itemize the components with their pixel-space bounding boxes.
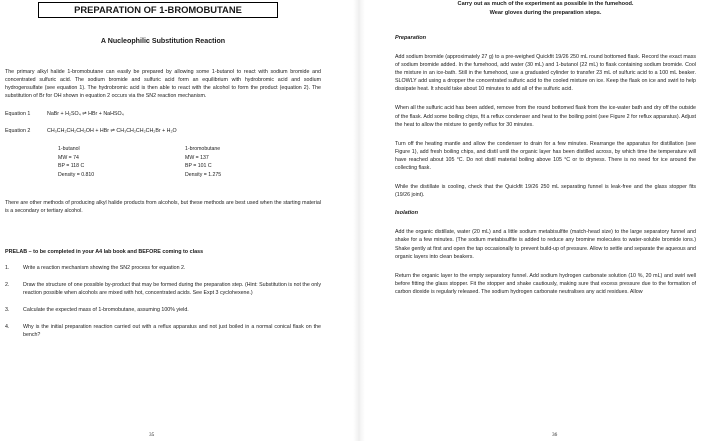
product-bp: BP = 101 C	[185, 163, 212, 170]
product-properties	[185, 145, 312, 179]
question-number: 4.	[5, 323, 10, 330]
equation-2	[5, 127, 321, 135]
question-text: Why is the initial preparation reaction carried out with a reflux apparatus and not just boiled in a normal conical flask on the bench?	[23, 323, 321, 339]
equation-1-label: Equation 1	[5, 111, 31, 118]
equation-1-text: NaBr + H₂SO₄ ⇌ HBr + NaHSO₄	[47, 111, 124, 118]
product-density: Density = 1.275	[185, 171, 222, 178]
prelab-question	[5, 264, 321, 272]
preparation-paragraph: While the distillate is cooling, check that the Quickfit 19/26 250 mL separating funnel is leak-free and the glass stopper fits (19/26 joint).	[395, 184, 696, 199]
isolation-heading: Isolation	[395, 210, 418, 217]
reactant-density: Density = 0.810	[58, 171, 95, 178]
preparation-paragraph: When all the sulfuric acid has been added, remove from the round bottomed flask from the ice-water bath and dry off the outside of the flask. Add some boiling chips, fit a reflux condenser and heat to the boiling point (see Figure 2 for reflux apparatus). Adjust the heat to allow the mixture to gently reflux for 30 minutes.	[395, 105, 696, 128]
alternative-methods-paragraph: There are other methods of producing alkyl halide products from alcohols, but these methods are best used when the starting material is a secondary or tertiary alcohol.	[5, 200, 321, 215]
page-title: PREPARATION OF 1-BROMOBUTANE	[38, 2, 278, 18]
safety-notice-line-1: Carry out as much of the experiment as possible in the fumehood.	[457, 1, 634, 7]
product-name: 1-bromobutane	[185, 146, 221, 153]
intro-paragraph: The primary alkyl halide 1-bromobutane can easily be prepared by allowing some 1-butanol to react with sodium bromide and concentrated sulfuric acid. The sodium bromide and sulfuric acid form an equilibrium with hydrobromic acid and sodium hydrogensulfate (see equation 1). The hydrobromic acid is then able to react with the alcohol to form the product (equation 2). The substitution of Br for OH shown in equation 2 occurs via the SN2 reaction mechanism.	[5, 69, 321, 100]
prelab-question	[5, 323, 321, 339]
isolation-paragraph: Return the organic layer to the empty separatory funnel. Add sodium hydrogen carbonate solution (10 %, 20 mL) and swirl well before fitting the glass stopper. Fit the stopper and shake cautiously, making sure that excess pressure due to the formation of carbon dioxide is regularly released. The sodium hydrogen carbonate neutralises any acid residues. Allow	[395, 272, 696, 295]
subtitle: A Nucleophilic Substitution Reaction	[100, 37, 226, 45]
prelab-question	[5, 281, 321, 297]
question-text: Write a reaction mechanism showing the SN2 process for equation 2.	[23, 264, 186, 271]
preparation-heading: Preparation	[395, 35, 427, 41]
reactant-bp: BP = 118 C	[58, 163, 85, 170]
equation-2-text: CH₃CH₂CH₂CH₂OH + HBr ⇌ CH₃CH₂CH₂CH₂Br + H₂O	[47, 128, 177, 135]
isolation-paragraph: Add the organic distillate, water (20 mL) and a little sodium metabisulfite (match-head size) to the large separatory funnel and shake for a few minutes. (The sodium metabisulfite is added to reduce any bromine molecules to water-soluble bromide ions.) Shake gently at first and open the tap occasionally to prevent build-up of pressure. Allow to settle and separate the aqueous and organic layers into clean beakers.	[395, 229, 696, 260]
book-gutter	[353, 0, 365, 441]
preparation-paragraph: Turn off the heating mantle and allow the condenser to drain for a few minutes. Rearrange the apparatus for distillation (see Figure 1), add fresh boiling chips, and distil until the organic layer has been distilled across, by which time the temperature will have reached about 105 °C. Do not distil material boiling above 105 °C or to dryness. There is no need for ice around the collecting flask.	[395, 140, 696, 172]
safety-notice-line-2: Wear gloves during the preparation steps.	[489, 10, 602, 16]
question-number: 2.	[5, 281, 10, 288]
question-number: 3.	[5, 306, 10, 313]
reactant-properties	[58, 145, 185, 179]
preparation-paragraph: Add sodium bromide (approximately 27 g) to a pre-weighed Quickfit 19/26 250 mL round bottomed flask. Record the exact mass of sodium bromide added. In the fumehood, add water (30 mL) and 1-butanol (22 mL) to flask containing sodium bromide. Cool the mixture in an ice-bath. Still in the fumehood, use a graduated cylinder to transfer 23 mL of sulfuric acid to a 100 mL beaker. SLOWLY add using a dropper the concentrated sulfuric acid to the cooled mixture on ice. Keep the flask on ice and swirl to help dissipate heat. It should take about 10 minutes to add all of the sulfuric acid.	[395, 54, 696, 93]
question-text: Draw the structure of one possible by-product that may be formed during the preparation step. (Hint: Substitution is not the only reaction possible when alcohols are mixed with hot, concentrated acids. See Expt 3 cyclohexene.)	[23, 281, 321, 296]
prelab-heading: PRELAB – to be completed in your A4 lab book and BEFORE coming to class	[5, 248, 204, 255]
product-mw: MW = 137	[185, 154, 209, 161]
question-number: 1.	[5, 264, 10, 271]
equation-2-label: Equation 2	[5, 128, 31, 135]
prelab-question	[5, 306, 321, 314]
page-number: 35	[149, 432, 155, 438]
equation-1	[5, 110, 321, 118]
question-text: Calculate the expected mass of 1-bromobutane, assuming 100% yield.	[23, 306, 189, 313]
compound-properties	[58, 145, 321, 179]
reactant-name: 1-butanol	[58, 146, 80, 153]
reactant-mw: MW = 74	[58, 154, 79, 161]
right-page	[359, 0, 718, 441]
page-number: 36	[552, 432, 558, 438]
